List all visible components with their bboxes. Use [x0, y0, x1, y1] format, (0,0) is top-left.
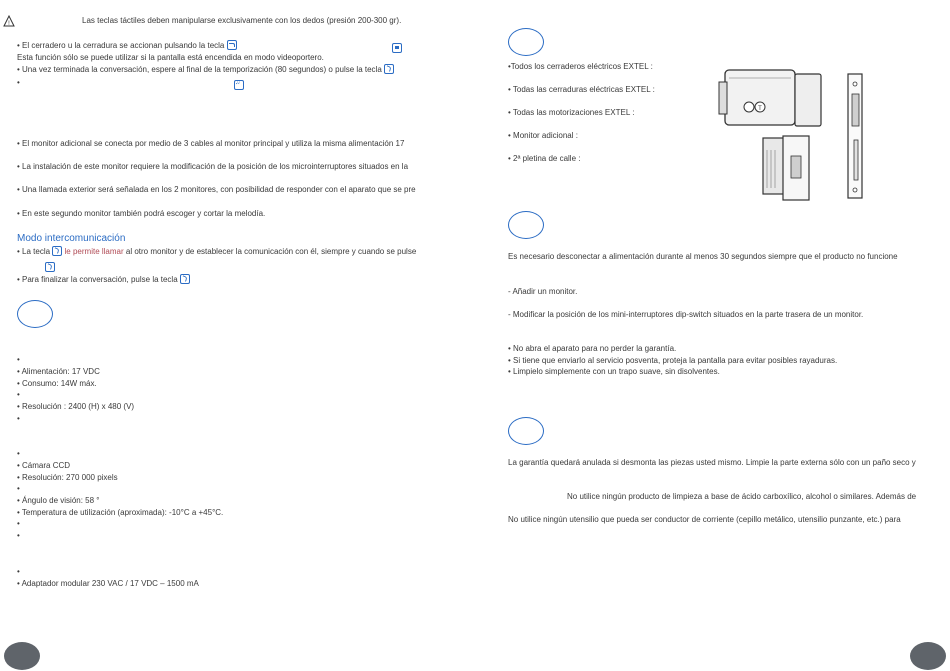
spec-line: •: [17, 519, 20, 528]
care-line: • Si tiene que enviarlo al servicio posventa, proteja la pantalla para evitar posibles rayaduras.: [508, 356, 838, 365]
bullet-lock-key: • El cerradero u la cerradura se accionan pulsando la tecla: [17, 41, 237, 51]
warning-icon: [3, 15, 15, 27]
intercom-key-icon: [52, 246, 62, 256]
spec-line: • Resolución: 270 000 pixels: [17, 473, 118, 482]
care-line: • No abra el aparato para no perder la garantía.: [508, 344, 677, 353]
end-key-icon: [180, 274, 190, 284]
disconnect-note: Es necesario desconectar a alimentación durante al menos 30 segundos siempre que el producto no funcione: [508, 252, 898, 261]
spec-line: • Ángulo de visión: 58 °: [17, 496, 100, 505]
section-circle-right-2: [508, 211, 544, 239]
lock-products-figure: [715, 60, 870, 203]
call-key-icon: [227, 40, 237, 50]
section-circle-right-1: [508, 28, 544, 56]
spec-line: •: [17, 355, 20, 364]
section-circle-right-3: [508, 417, 544, 445]
spec-line: •: [17, 449, 20, 458]
bullet-monitor-3: • Una llamada exterior será señalada en los 2 monitores, con posibilidad de responder con el aparato que se pre: [17, 185, 416, 194]
bullet-monitor-2: • La instalación de este monitor requiere la modificación de la posición de los microinterruptores situados en la: [17, 162, 409, 171]
section-circle-left: [17, 300, 53, 328]
spec-line: •: [17, 484, 20, 493]
compat-line: • Monitor adicional :: [508, 131, 578, 140]
spec-line: • Alimentación: 17 VDC: [17, 367, 100, 376]
bullet-end-conversation: • Una vez terminada la conversación, espere al final de la temporización (80 segundos) o pulse la tecla: [17, 65, 394, 75]
intercom-line-1: • La tecla le permite llamar al otro monitor y de establecer la comunicación con él, siempre y cuando se pulse: [17, 247, 417, 257]
spec-line: • Adaptador modular 230 VAC / 17 VDC – 1500 mA: [17, 579, 199, 588]
spec-line: • Cámara CCD: [17, 461, 71, 470]
spec-line: • Resolución : 2400 (H) x 480 (V): [17, 402, 135, 411]
intercom-line-2: • Para finalizar la conversación, pulse la tecla: [17, 275, 190, 285]
action-line: - Modificar la posición de los mini-interruptores dip-switch situados en la parte trasera de un monitor.: [508, 310, 864, 319]
page-number-dot-left: [4, 642, 40, 670]
action-line: - Añadir un monitor.: [508, 287, 578, 296]
bullet-empty: •: [17, 78, 20, 87]
spec-line: •: [17, 390, 20, 399]
bullet-monitor-1: • El monitor adicional se conecta por medio de 3 cables al monitor principal y utiliza la misma alimentación 17: [17, 139, 405, 148]
warranty-line: La garantía quedará anulada si desmonta las piezas usted mismo. Limpie la parte externa sólo con un paño seco y: [508, 458, 916, 467]
compat-line: • 2ª pletina de calle :: [508, 154, 581, 163]
compat-line: • Todas las motorizaciones EXTEL :: [508, 108, 635, 117]
compat-line: • Todas las cerraduras eléctricas EXTEL :: [508, 85, 655, 94]
camera-key-icon: [392, 43, 402, 53]
spec-line: •: [17, 567, 20, 576]
page-number-dot-right: [910, 642, 946, 670]
warranty-line: No utilice ningún utensilio que pueda ser conductor de corriente (cepillo metálico, utensilio punzante, etc.) para: [508, 515, 901, 524]
intercom-key-icon-2: [45, 262, 55, 272]
spec-line: •: [17, 414, 20, 423]
spec-line: • Temperatura de utilización (aproximada): -10°C a +45°C.: [17, 508, 224, 517]
compat-line: •Todos los cerraderos eléctricos EXTEL :: [508, 62, 653, 71]
spec-line: •: [17, 531, 20, 540]
svg-text:!: !: [8, 21, 10, 27]
spec-line: • Consumo: 14W máx.: [17, 379, 97, 388]
intercom-heading: Modo intercomunicación: [17, 233, 126, 244]
svg-text:T: T: [758, 106, 762, 112]
hangup-key-icon: [384, 64, 394, 74]
warning-note: Las teclas táctiles deben manipularse exclusivamente con los dedos (presión 200-300 gr).: [82, 16, 402, 25]
warranty-line: No utilice ningún producto de limpieza a base de ácido carboxílico, alcohol o similares. Además de: [567, 492, 917, 501]
melody-key-icon: [234, 80, 244, 90]
bullet-monitor-4: • En este segundo monitor también podrá escoger y cortar la melodía.: [17, 209, 266, 218]
bullet-function-note: Esta función sólo se puede utilizar si la pantalla está encendida en modo videoportero.: [17, 53, 324, 62]
care-line: • Limpielo simplemente con un trapo suave, sin disolventes.: [508, 367, 720, 376]
